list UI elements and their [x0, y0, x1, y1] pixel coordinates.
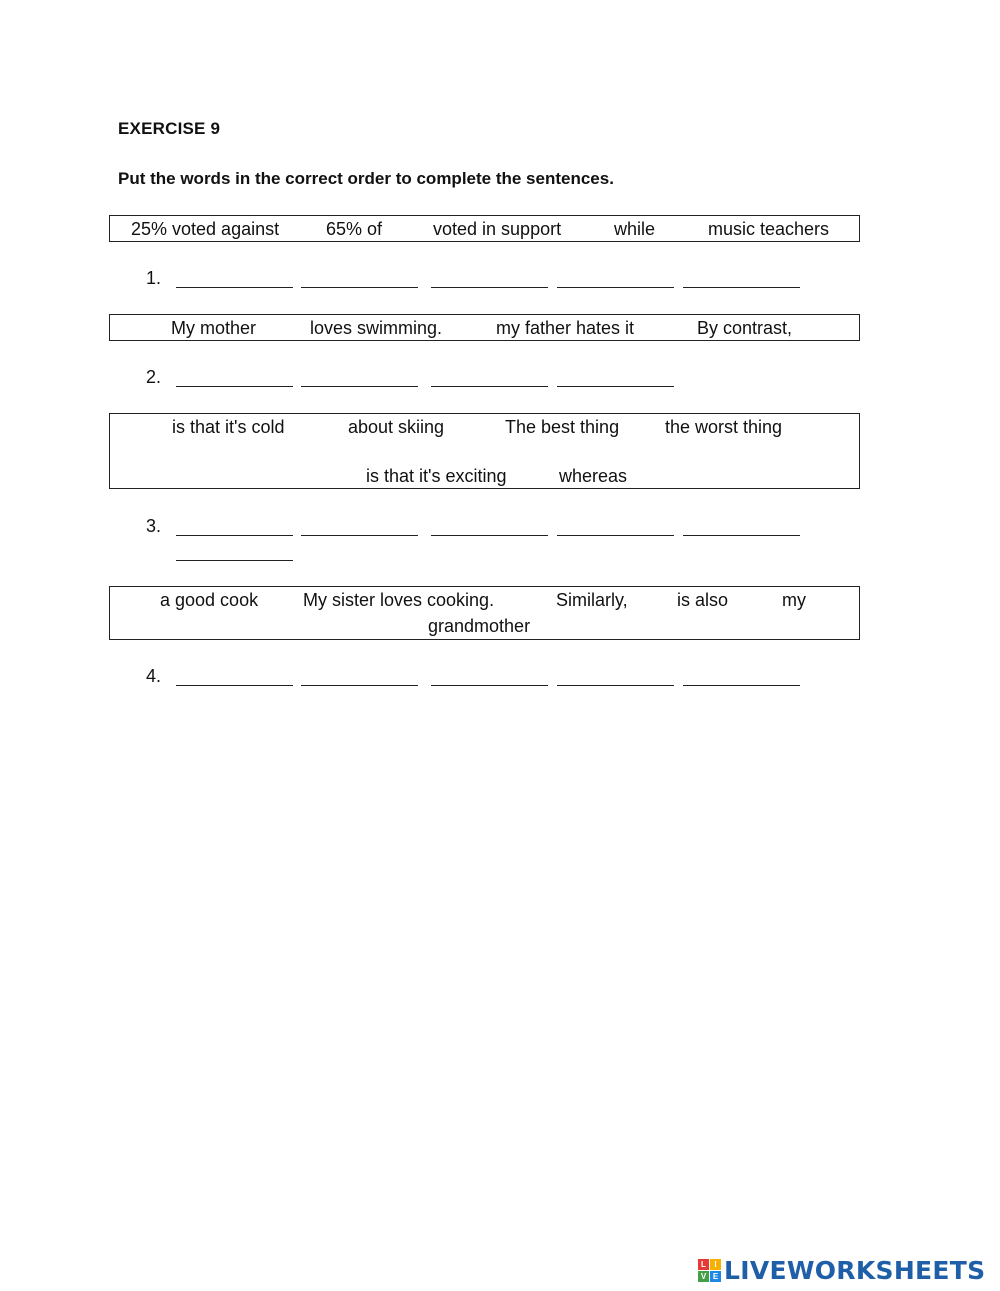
answer-blank[interactable]: [431, 386, 548, 387]
logo-block-l: L: [698, 1259, 709, 1270]
word-chip[interactable]: my father hates it: [496, 318, 635, 338]
answer-blank[interactable]: [301, 287, 418, 288]
answer-blank[interactable]: [431, 685, 548, 686]
word-chip[interactable]: My mother: [171, 318, 257, 338]
word-chip[interactable]: loves swimming.: [310, 318, 443, 338]
word-chip[interactable]: about skiing: [348, 417, 445, 437]
logo-blocks-icon: [698, 1259, 721, 1282]
word-chip[interactable]: By contrast,: [697, 318, 793, 338]
answer-blank[interactable]: [176, 287, 293, 288]
answer-blank[interactable]: [683, 685, 800, 686]
word-box-3: [109, 413, 860, 489]
answer-blank[interactable]: [557, 535, 674, 536]
answer-blank[interactable]: [301, 386, 418, 387]
logo-block-e: E: [710, 1271, 721, 1282]
word-box-1: [109, 215, 860, 242]
logo-text: LIVEWORKSHEETS: [724, 1255, 986, 1285]
answer-blank[interactable]: [176, 386, 293, 387]
answer-blank[interactable]: [301, 535, 418, 536]
word-chip[interactable]: whereas: [559, 466, 628, 486]
word-chip[interactable]: Similarly,: [556, 590, 628, 610]
exercise-instruction: Put the words in the correct order to complete the sentences.: [118, 169, 614, 188]
answer-blank[interactable]: [431, 287, 548, 288]
word-chip[interactable]: is that it's cold: [172, 417, 285, 437]
answer-blank[interactable]: [176, 560, 293, 561]
word-chip[interactable]: grandmother: [428, 616, 531, 636]
answer-blank[interactable]: [176, 535, 293, 536]
word-box-2: [109, 314, 860, 341]
exercise-title: EXERCISE 9: [118, 119, 221, 138]
answer-blank[interactable]: [176, 685, 293, 686]
word-chip[interactable]: 25% voted against: [131, 219, 280, 239]
liveworksheets-logo[interactable]: [698, 1254, 985, 1286]
word-box-4: [109, 586, 860, 640]
word-chip[interactable]: while: [614, 219, 656, 239]
word-chip[interactable]: 65% of: [326, 219, 383, 239]
word-chip[interactable]: is that it's exciting: [366, 466, 507, 486]
word-chip[interactable]: is also: [677, 590, 729, 610]
answer-blank[interactable]: [557, 685, 674, 686]
answer-blank[interactable]: [557, 287, 674, 288]
word-chip[interactable]: the worst thing: [665, 417, 783, 437]
word-chip[interactable]: My sister loves cooking.: [303, 590, 495, 610]
logo-block-i: I: [710, 1259, 721, 1270]
answer-blank[interactable]: [557, 386, 674, 387]
word-chip[interactable]: a good cook: [160, 590, 259, 610]
question-number: 2.: [146, 367, 162, 387]
question-number: 3.: [146, 516, 162, 536]
answer-blank[interactable]: [301, 685, 418, 686]
question-number: 4.: [146, 666, 162, 686]
word-chip[interactable]: voted in support: [433, 219, 562, 239]
word-chip[interactable]: my: [782, 590, 806, 610]
word-chip[interactable]: The best thing: [505, 417, 620, 437]
question-number: 1.: [146, 268, 162, 288]
word-chip[interactable]: music teachers: [708, 219, 830, 239]
logo-block-v: V: [698, 1271, 709, 1282]
answer-blank[interactable]: [431, 535, 548, 536]
answer-blank[interactable]: [683, 535, 800, 536]
answer-blank[interactable]: [683, 287, 800, 288]
